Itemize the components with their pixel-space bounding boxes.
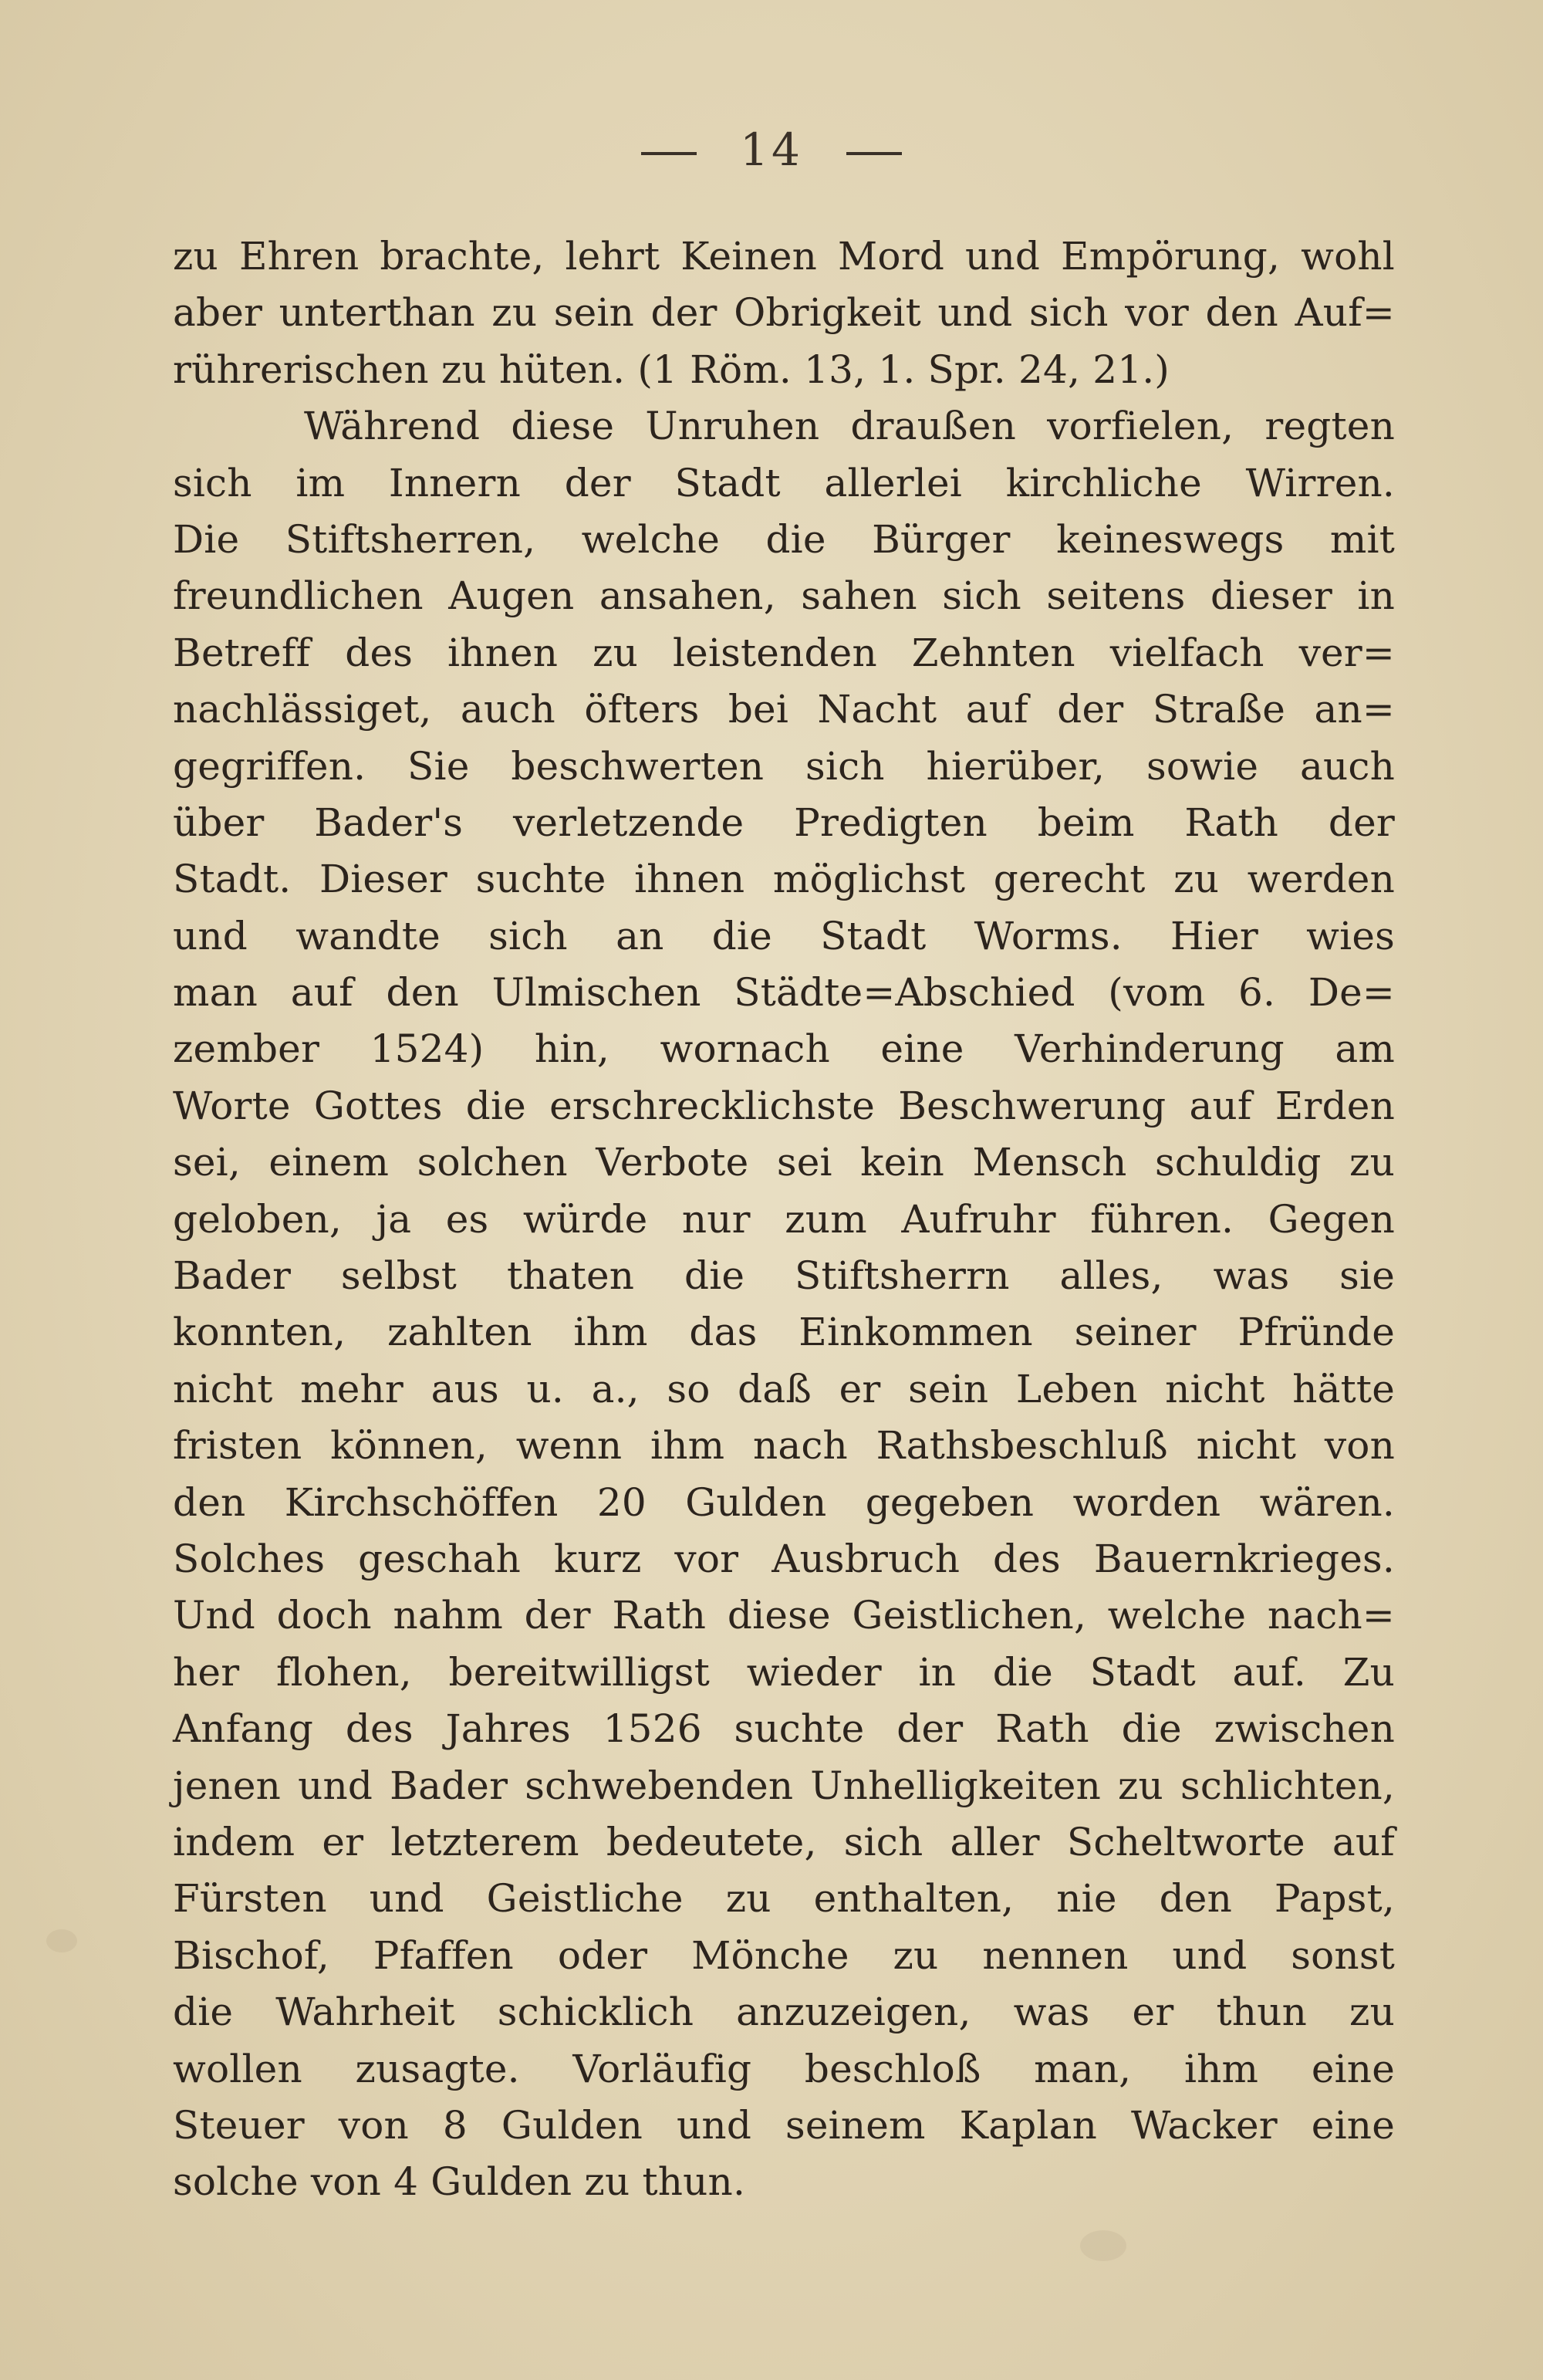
- text-line: sich im Innern der Stadt allerlei kirchliche Wirren.: [173, 460, 1395, 505]
- page-number: [0, 123, 1543, 176]
- page-number-dash-left: [641, 152, 697, 155]
- text-line: freundlichen Augen ansahen, sahen sich seitens dieser in: [173, 573, 1395, 619]
- text-line: her flohen, bereitwilligst wieder in die Stadt auf. Zu: [173, 1649, 1395, 1695]
- text-line: gegriffen. Sie beschwerten sich hierüber, sowie auch: [173, 743, 1395, 789]
- text-line: rührerischen zu hüten. (1 Röm. 13, 1. Spr. 24, 21.): [173, 347, 1170, 392]
- text-line: geloben, ja es würde nur zum Aufruhr führen. Gegen: [173, 1196, 1395, 1242]
- text-line: konnten, zahlten ihm das Einkommen seiner Pfründe: [173, 1310, 1395, 1355]
- text-line: und wandte sich an die Stadt Worms. Hier wies: [173, 913, 1395, 958]
- text-line: sei, einem solchen Verbote sei kein Mensch schuldig zu: [173, 1140, 1395, 1185]
- text-line: zu Ehren brachte, lehrt Keinen Mord und Empörung, wohl: [173, 234, 1395, 279]
- text-line: den Kirchschöffen 20 Gulden gegeben worden wären.: [173, 1479, 1395, 1525]
- text-line: Anfang des Jahres 1526 suchte der Rath die zwischen: [173, 1706, 1395, 1752]
- text-line: die Wahrheit schicklich anzuzeigen, was er thun zu: [173, 1990, 1395, 2035]
- text-line: zember 1524) hin, wornach eine Verhinderung am: [173, 1026, 1395, 1072]
- text-line: solche von 4 Gulden zu thun.: [173, 2159, 746, 2205]
- page-number-value: 14: [740, 123, 803, 176]
- text-line: indem er letzterem bedeutete, sich aller Scheltworte auf: [173, 1819, 1395, 1864]
- text-line: man auf den Ulmischen Städte=Abschied (vom 6. De=: [173, 970, 1395, 1016]
- text-line: Steuer von 8 Gulden und seinem Kaplan Wacker eine: [173, 2102, 1395, 2148]
- body-text: [173, 228, 1395, 2211]
- text-line: Stadt. Dieser suchte ihnen möglichst gerecht zu werden: [173, 857, 1395, 902]
- text-line: Solches geschah kurz vor Ausbruch des Bauernkrieges.: [173, 1536, 1395, 1581]
- text-line: über Bader's verletzende Predigten beim Rath der: [173, 800, 1395, 845]
- text-line: fristen können, wenn ihm nach Rathsbeschluß nicht von: [173, 1423, 1395, 1469]
- text-line: Fürsten und Geistliche zu enthalten, nie den Papst,: [173, 1876, 1395, 1922]
- text-line: wollen zusagte. Vorläufig beschloß man, ihm eine: [173, 2046, 1395, 2091]
- paper-stain: [1080, 2230, 1126, 2261]
- text-line: Während diese Unruhen draußen vorfielen, regten: [304, 404, 1395, 449]
- text-line: Betreff des ihnen zu leistenden Zehnten vielfach ver=: [173, 630, 1395, 675]
- text-line: Bischof, Pfaffen oder Mönche zu nennen und sonst: [173, 1932, 1395, 1978]
- text-line: Und doch nahm der Rath diese Geistlichen, welche nach=: [173, 1593, 1395, 1638]
- text-line: Bader selbst thaten die Stiftsherrn alles, was sie: [173, 1253, 1395, 1299]
- text-line: Worte Gottes die erschrecklichste Beschwerung auf Erden: [173, 1083, 1395, 1128]
- text-line: jenen und Bader schwebenden Unhelligkeiten zu schlichten,: [173, 1763, 1395, 1808]
- text-line: nachlässiget, auch öfters bei Nacht auf der Straße an=: [173, 687, 1395, 732]
- text-line: aber unterthan zu sein der Obrigkeit und sich vor den Auf=: [173, 290, 1395, 336]
- page-number-dash-right: [846, 152, 902, 155]
- text-line: Die Stiftsherren, welche die Bürger keineswegs mit: [173, 516, 1395, 562]
- paper-stain: [46, 1929, 77, 1952]
- text-line: nicht mehr aus u. a., so daß er sein Leben nicht hätte: [173, 1366, 1395, 1411]
